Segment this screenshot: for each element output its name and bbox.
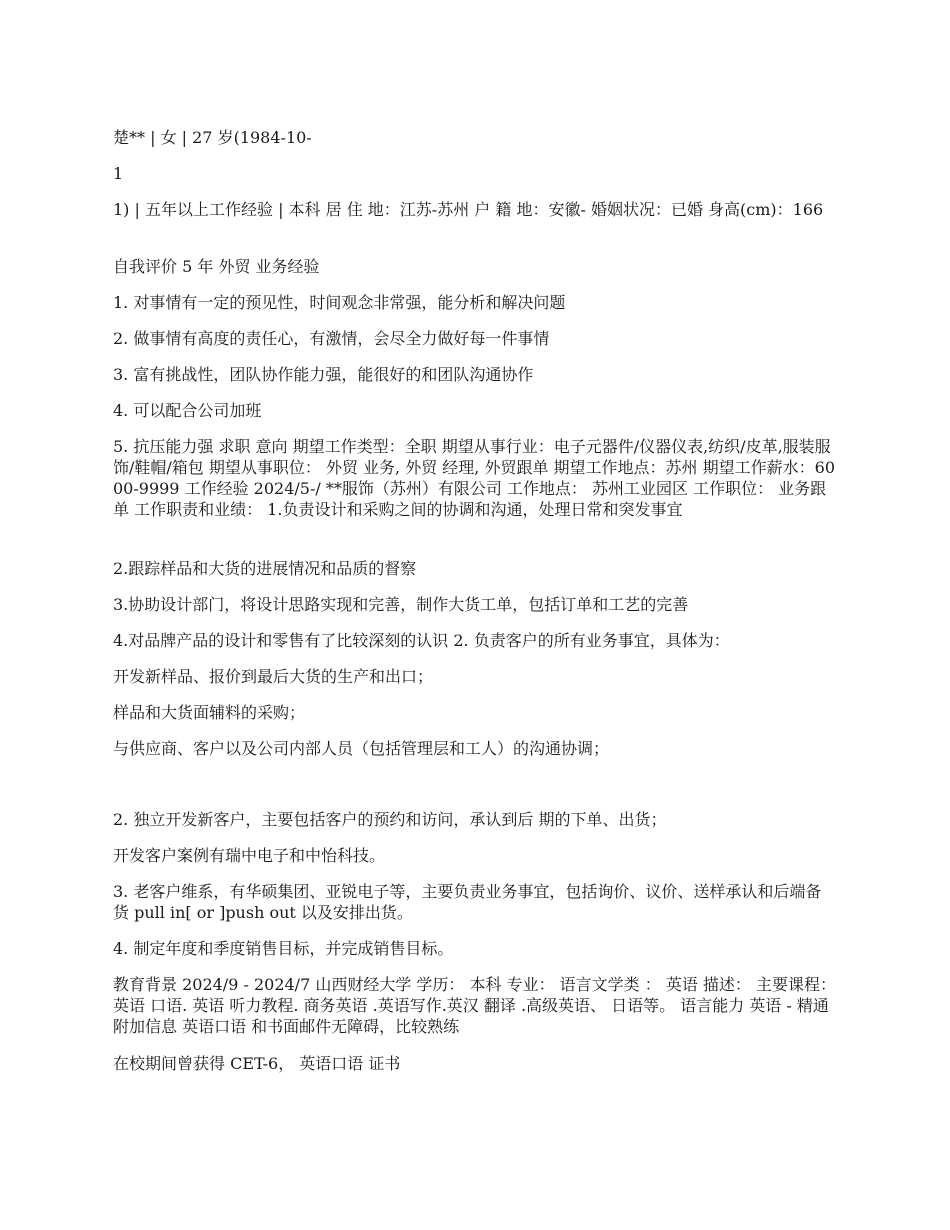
duty-item-2: 2.跟踪样品和大货的进展情况和品质的督察 xyxy=(113,559,417,578)
self-evaluation-item-1: 1. 对事情有一定的预见性，时间观念非常强，能分析和解决问题 xyxy=(113,293,566,312)
header-line-1: 楚** | 女 | 27 岁(1984-10- xyxy=(113,128,312,147)
sales-target-item: 4. 制定年度和季度销售目标，并完成销售目标。 xyxy=(113,939,454,958)
resume-page xyxy=(113,0,837,1230)
duty-detail-1: 开发新样品、报价到最后大货的生产和出口； xyxy=(113,667,434,686)
duty-item-4: 4.对品牌产品的设计和零售有了比较深刻的认识 2. 负责客户的所有业务事宜，具体为： xyxy=(113,631,730,650)
job-intention-and-experience: 5. 抗压能力强 求职 意向 期望工作类型：全职 期望从事行业：电子元器件/仪器仪表,纺织/皮革,服装服饰/鞋帽/箱包 期望从事职位： 外贸 业务, 外贸 经理, 外贸跟单 期望工作地点：苏州 期望工作薪水：6000-9999 工作经验 2024/5-/ **服饰（苏州）有限公司 工作地点： 苏州工业园区 工作职位： 业务跟单 工作职责和业绩： 1.负责设计和采购之间的协调和沟通，处理日常和突发事宜 xyxy=(113,437,836,519)
certificates: 在校期间曾获得 CET-6， 英语口语 证书 xyxy=(113,1054,401,1073)
self-evaluation-item-2: 2. 做事情有高度的责任心，有激情，会尽全力做好每一件事情 xyxy=(113,329,550,348)
client-cases: 开发客户案例有瑞中电子和中怡科技。 xyxy=(113,846,386,865)
self-evaluation-heading: 自我评价 5 年 外贸 业务经验 xyxy=(113,257,320,276)
header-line-2: 1 xyxy=(113,164,124,183)
personal-info: 1) | 五年以上工作经验 | 本科 居 住 地：江苏-苏州 户 籍 地：安徽- 婚姻状况：已婚 身高(cm)：166 xyxy=(113,200,824,219)
self-evaluation-item-4: 4. 可以配合公司加班 xyxy=(113,401,262,420)
duty-detail-2: 样品和大货面辅料的采购； xyxy=(113,703,306,722)
old-client-item: 3. 老客户维系，有华硕集团、亚锐电子等，主要负责业务事宜，包括询价、议价、送样承认和后端备货 pull in[ or ]push out 以及安排出货。 xyxy=(113,882,822,922)
duty-detail-3: 与供应商、客户以及公司内部人员（包括管理层和工人）的沟通协调； xyxy=(113,739,610,758)
self-evaluation-item-3: 3. 富有挑战性，团队协作能力强，能很好的和团队沟通协作 xyxy=(113,365,534,384)
new-client-item: 2. 独立开发新客户，主要包括客户的预约和访问，承认到后 期的下单、出货； xyxy=(113,810,667,829)
duty-item-3: 3.协助设计部门，将设计思路实现和完善，制作大货工单，包括订单和工艺的完善 xyxy=(113,595,689,614)
education-section: 教育背景 2024/9 - 2024/7 山西财经大学 学历： 本科 专业： 语言文学类 ： 英语 描述： 主要课程： 英语 口语. 英语 听力教程. 商务英语 .英语写作.英汉 翻译 .高级英语、 日语等。 语言能力 英语 - 精通 附加信息 英语口语 和书面邮件无障碍，比较熟练 xyxy=(113,975,837,1036)
